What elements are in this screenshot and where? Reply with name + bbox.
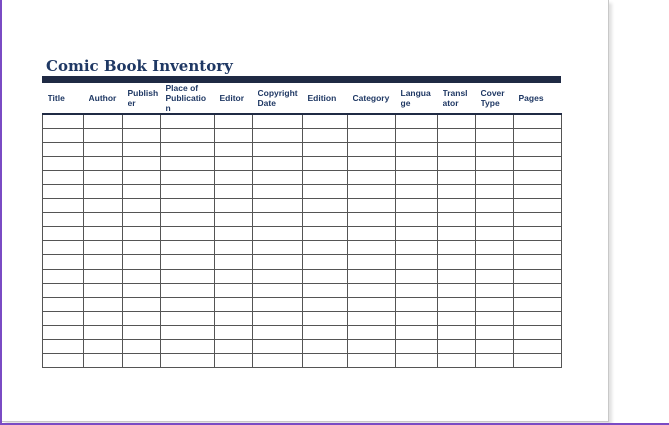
table-cell-place[interactable] bbox=[161, 297, 215, 311]
table-cell-author[interactable] bbox=[84, 255, 123, 269]
table-cell-pages[interactable] bbox=[514, 354, 562, 368]
table-cell-author[interactable] bbox=[84, 241, 123, 255]
table-cell-cover[interactable] bbox=[476, 142, 514, 156]
header-band bbox=[42, 76, 561, 83]
table-cell-place[interactable] bbox=[161, 227, 215, 241]
table-cell-editor[interactable] bbox=[215, 213, 253, 227]
table-cell-language[interactable] bbox=[396, 156, 438, 170]
table-row bbox=[43, 142, 562, 156]
table-cell-language[interactable] bbox=[396, 340, 438, 354]
table-cell-cover[interactable] bbox=[476, 255, 514, 269]
table-cell-editor[interactable] bbox=[215, 227, 253, 241]
table-cell-publisher[interactable] bbox=[123, 354, 161, 368]
table-cell-language[interactable] bbox=[396, 184, 438, 198]
table-cell-edition[interactable] bbox=[303, 114, 348, 128]
column-header-editor: Editor bbox=[215, 83, 253, 114]
table-cell-publisher[interactable] bbox=[123, 213, 161, 227]
table-cell-author[interactable] bbox=[84, 114, 123, 128]
table-cell-cover[interactable] bbox=[476, 227, 514, 241]
table-cell-category[interactable] bbox=[348, 354, 396, 368]
table-cell-title[interactable] bbox=[43, 255, 84, 269]
table-cell-title[interactable] bbox=[43, 241, 84, 255]
table-cell-copyright[interactable] bbox=[253, 297, 303, 311]
table-cell-edition[interactable] bbox=[303, 184, 348, 198]
table-cell-editor[interactable] bbox=[215, 184, 253, 198]
table-cell-translator[interactable] bbox=[438, 255, 476, 269]
table-cell-translator[interactable] bbox=[438, 311, 476, 325]
table-cell-place[interactable] bbox=[161, 184, 215, 198]
table-cell-language[interactable] bbox=[396, 325, 438, 339]
table-cell-edition[interactable] bbox=[303, 255, 348, 269]
table-cell-copyright[interactable] bbox=[253, 255, 303, 269]
table-cell-title[interactable] bbox=[43, 170, 84, 184]
table-cell-pages[interactable] bbox=[514, 227, 562, 241]
table-cell-copyright[interactable] bbox=[253, 227, 303, 241]
table-cell-publisher[interactable] bbox=[123, 283, 161, 297]
table-cell-place[interactable] bbox=[161, 128, 215, 142]
table-cell-translator[interactable] bbox=[438, 340, 476, 354]
inventory-body bbox=[43, 114, 562, 368]
table-cell-publisher[interactable] bbox=[123, 255, 161, 269]
table-cell-pages[interactable] bbox=[514, 170, 562, 184]
table-cell-category[interactable] bbox=[348, 114, 396, 128]
table-cell-category[interactable] bbox=[348, 184, 396, 198]
table-cell-title[interactable] bbox=[43, 354, 84, 368]
table-cell-category[interactable] bbox=[348, 170, 396, 184]
table-cell-editor[interactable] bbox=[215, 354, 253, 368]
table-row bbox=[43, 269, 562, 283]
table-row bbox=[43, 213, 562, 227]
table-cell-place[interactable] bbox=[161, 241, 215, 255]
table-cell-pages[interactable] bbox=[514, 114, 562, 128]
table-cell-pages[interactable] bbox=[514, 269, 562, 283]
table-cell-pages[interactable] bbox=[514, 340, 562, 354]
table-cell-editor[interactable] bbox=[215, 325, 253, 339]
table-cell-category[interactable] bbox=[348, 340, 396, 354]
table-cell-publisher[interactable] bbox=[123, 340, 161, 354]
table-row bbox=[43, 297, 562, 311]
table-cell-author[interactable] bbox=[84, 227, 123, 241]
table-cell-copyright[interactable] bbox=[253, 269, 303, 283]
table-cell-cover[interactable] bbox=[476, 325, 514, 339]
table-cell-pages[interactable] bbox=[514, 241, 562, 255]
table-cell-place[interactable] bbox=[161, 354, 215, 368]
table-cell-place[interactable] bbox=[161, 170, 215, 184]
table-cell-publisher[interactable] bbox=[123, 311, 161, 325]
table-cell-publisher[interactable] bbox=[123, 199, 161, 213]
table-cell-pages[interactable] bbox=[514, 325, 562, 339]
table-cell-pages[interactable] bbox=[514, 213, 562, 227]
table-cell-copyright[interactable] bbox=[253, 128, 303, 142]
table-cell-publisher[interactable] bbox=[123, 325, 161, 339]
table-cell-author[interactable] bbox=[84, 297, 123, 311]
table-cell-category[interactable] bbox=[348, 142, 396, 156]
table-cell-category[interactable] bbox=[348, 199, 396, 213]
table-cell-cover[interactable] bbox=[476, 340, 514, 354]
table-cell-author[interactable] bbox=[84, 128, 123, 142]
table-row bbox=[43, 283, 562, 297]
table-row bbox=[43, 340, 562, 354]
column-header-pages: Pages bbox=[514, 83, 562, 114]
table-cell-publisher[interactable] bbox=[123, 128, 161, 142]
table-row bbox=[43, 311, 562, 325]
table-cell-title[interactable] bbox=[43, 311, 84, 325]
table-cell-language[interactable] bbox=[396, 241, 438, 255]
table-row bbox=[43, 170, 562, 184]
table-cell-title[interactable] bbox=[43, 269, 84, 283]
table-cell-edition[interactable] bbox=[303, 170, 348, 184]
table-cell-editor[interactable] bbox=[215, 241, 253, 255]
column-header-language: Langua ge bbox=[396, 83, 438, 114]
table-cell-language[interactable] bbox=[396, 255, 438, 269]
table-cell-cover[interactable] bbox=[476, 114, 514, 128]
table-cell-author[interactable] bbox=[84, 311, 123, 325]
table-cell-publisher[interactable] bbox=[123, 241, 161, 255]
table-cell-translator[interactable] bbox=[438, 297, 476, 311]
table-cell-edition[interactable] bbox=[303, 213, 348, 227]
table-cell-author[interactable] bbox=[84, 184, 123, 198]
table-cell-language[interactable] bbox=[396, 283, 438, 297]
table-cell-translator[interactable] bbox=[438, 325, 476, 339]
table-cell-author[interactable] bbox=[84, 354, 123, 368]
table-cell-language[interactable] bbox=[396, 311, 438, 325]
table-cell-copyright[interactable] bbox=[253, 325, 303, 339]
table-cell-title[interactable] bbox=[43, 114, 84, 128]
table-cell-copyright[interactable] bbox=[253, 156, 303, 170]
table-cell-pages[interactable] bbox=[514, 297, 562, 311]
table-cell-author[interactable] bbox=[84, 156, 123, 170]
table-cell-place[interactable] bbox=[161, 283, 215, 297]
table-cell-edition[interactable] bbox=[303, 128, 348, 142]
table-cell-pages[interactable] bbox=[514, 199, 562, 213]
table-cell-category[interactable] bbox=[348, 311, 396, 325]
table-cell-language[interactable] bbox=[396, 213, 438, 227]
table-cell-publisher[interactable] bbox=[123, 269, 161, 283]
table-cell-cover[interactable] bbox=[476, 213, 514, 227]
table-cell-publisher[interactable] bbox=[123, 156, 161, 170]
table-cell-editor[interactable] bbox=[215, 269, 253, 283]
table-cell-title[interactable] bbox=[43, 184, 84, 198]
header-row bbox=[43, 83, 562, 114]
table-cell-editor[interactable] bbox=[215, 128, 253, 142]
table-cell-translator[interactable] bbox=[438, 283, 476, 297]
table-cell-edition[interactable] bbox=[303, 241, 348, 255]
column-header-author: Author bbox=[84, 83, 123, 114]
table-cell-author[interactable] bbox=[84, 283, 123, 297]
inventory-table bbox=[42, 83, 562, 368]
table-cell-copyright[interactable] bbox=[253, 184, 303, 198]
table-cell-translator[interactable] bbox=[438, 213, 476, 227]
table-cell-edition[interactable] bbox=[303, 227, 348, 241]
table-cell-title[interactable] bbox=[43, 156, 84, 170]
table-cell-editor[interactable] bbox=[215, 255, 253, 269]
column-header-copyright: Copyright Date bbox=[253, 83, 303, 114]
table-cell-translator[interactable] bbox=[438, 227, 476, 241]
table-cell-edition[interactable] bbox=[303, 325, 348, 339]
document-page bbox=[2, 0, 609, 422]
column-header-place: Place of Publicatio n bbox=[161, 83, 215, 114]
table-cell-translator[interactable] bbox=[438, 128, 476, 142]
table-cell-place[interactable] bbox=[161, 340, 215, 354]
table-row bbox=[43, 354, 562, 368]
table-cell-publisher[interactable] bbox=[123, 297, 161, 311]
table-cell-translator[interactable] bbox=[438, 170, 476, 184]
table-cell-language[interactable] bbox=[396, 170, 438, 184]
table-cell-edition[interactable] bbox=[303, 269, 348, 283]
table-cell-cover[interactable] bbox=[476, 241, 514, 255]
table-cell-editor[interactable] bbox=[215, 297, 253, 311]
table-row bbox=[43, 325, 562, 339]
table-cell-edition[interactable] bbox=[303, 156, 348, 170]
table-cell-translator[interactable] bbox=[438, 241, 476, 255]
table-cell-publisher[interactable] bbox=[123, 142, 161, 156]
table-cell-cover[interactable] bbox=[476, 184, 514, 198]
table-cell-author[interactable] bbox=[84, 340, 123, 354]
table-cell-copyright[interactable] bbox=[253, 142, 303, 156]
page-title: Comic Book Inventory bbox=[46, 57, 233, 75]
table-cell-place[interactable] bbox=[161, 213, 215, 227]
table-cell-cover[interactable] bbox=[476, 354, 514, 368]
table-cell-translator[interactable] bbox=[438, 269, 476, 283]
table-row bbox=[43, 199, 562, 213]
table-cell-copyright[interactable] bbox=[253, 199, 303, 213]
table-cell-copyright[interactable] bbox=[253, 170, 303, 184]
column-header-edition: Edition bbox=[303, 83, 348, 114]
table-cell-publisher[interactable] bbox=[123, 170, 161, 184]
column-header-translator: Transl ator bbox=[438, 83, 476, 114]
table-cell-edition[interactable] bbox=[303, 354, 348, 368]
column-header-title: Title bbox=[43, 83, 84, 114]
table-cell-title[interactable] bbox=[43, 297, 84, 311]
table-cell-cover[interactable] bbox=[476, 170, 514, 184]
table-cell-edition[interactable] bbox=[303, 340, 348, 354]
table-cell-language[interactable] bbox=[396, 199, 438, 213]
table-cell-pages[interactable] bbox=[514, 283, 562, 297]
table-cell-place[interactable] bbox=[161, 199, 215, 213]
table-cell-title[interactable] bbox=[43, 227, 84, 241]
table-cell-place[interactable] bbox=[161, 269, 215, 283]
table-cell-editor[interactable] bbox=[215, 199, 253, 213]
table-cell-copyright[interactable] bbox=[253, 311, 303, 325]
table-cell-category[interactable] bbox=[348, 283, 396, 297]
table-cell-edition[interactable] bbox=[303, 311, 348, 325]
table-cell-editor[interactable] bbox=[215, 170, 253, 184]
table-cell-author[interactable] bbox=[84, 199, 123, 213]
table-cell-language[interactable] bbox=[396, 114, 438, 128]
table-cell-editor[interactable] bbox=[215, 283, 253, 297]
table-cell-cover[interactable] bbox=[476, 283, 514, 297]
table-cell-place[interactable] bbox=[161, 311, 215, 325]
table-cell-title[interactable] bbox=[43, 213, 84, 227]
table-cell-title[interactable] bbox=[43, 325, 84, 339]
table-cell-category[interactable] bbox=[348, 128, 396, 142]
table-cell-copyright[interactable] bbox=[253, 114, 303, 128]
table-cell-category[interactable] bbox=[348, 241, 396, 255]
table-cell-copyright[interactable] bbox=[253, 283, 303, 297]
table-cell-pages[interactable] bbox=[514, 128, 562, 142]
column-header-publisher: Publish er bbox=[123, 83, 161, 114]
table-cell-pages[interactable] bbox=[514, 142, 562, 156]
table-cell-editor[interactable] bbox=[215, 142, 253, 156]
table-cell-copyright[interactable] bbox=[253, 241, 303, 255]
table-cell-category[interactable] bbox=[348, 227, 396, 241]
table-cell-title[interactable] bbox=[43, 128, 84, 142]
table-row bbox=[43, 114, 562, 128]
table-cell-edition[interactable] bbox=[303, 199, 348, 213]
table-cell-category[interactable] bbox=[348, 213, 396, 227]
table-cell-title[interactable] bbox=[43, 199, 84, 213]
table-cell-copyright[interactable] bbox=[253, 354, 303, 368]
table-cell-language[interactable] bbox=[396, 142, 438, 156]
table-row bbox=[43, 255, 562, 269]
table-cell-author[interactable] bbox=[84, 269, 123, 283]
table-cell-editor[interactable] bbox=[215, 340, 253, 354]
table-cell-translator[interactable] bbox=[438, 354, 476, 368]
table-cell-cover[interactable] bbox=[476, 297, 514, 311]
table-cell-place[interactable] bbox=[161, 142, 215, 156]
table-cell-language[interactable] bbox=[396, 128, 438, 142]
table-row bbox=[43, 156, 562, 170]
table-cell-cover[interactable] bbox=[476, 269, 514, 283]
table-cell-title[interactable] bbox=[43, 142, 84, 156]
table-cell-edition[interactable] bbox=[303, 283, 348, 297]
table-cell-translator[interactable] bbox=[438, 199, 476, 213]
table-cell-pages[interactable] bbox=[514, 255, 562, 269]
table-cell-language[interactable] bbox=[396, 297, 438, 311]
table-cell-edition[interactable] bbox=[303, 297, 348, 311]
table-cell-language[interactable] bbox=[396, 269, 438, 283]
table-cell-translator[interactable] bbox=[438, 142, 476, 156]
table-cell-cover[interactable] bbox=[476, 156, 514, 170]
table-row bbox=[43, 184, 562, 198]
table-cell-publisher[interactable] bbox=[123, 184, 161, 198]
table-cell-author[interactable] bbox=[84, 325, 123, 339]
table-cell-author[interactable] bbox=[84, 170, 123, 184]
table-cell-category[interactable] bbox=[348, 297, 396, 311]
table-cell-cover[interactable] bbox=[476, 128, 514, 142]
table-cell-cover[interactable] bbox=[476, 199, 514, 213]
table-cell-author[interactable] bbox=[84, 213, 123, 227]
table-cell-language[interactable] bbox=[396, 227, 438, 241]
table-cell-author[interactable] bbox=[84, 142, 123, 156]
table-cell-place[interactable] bbox=[161, 114, 215, 128]
table-cell-editor[interactable] bbox=[215, 311, 253, 325]
table-cell-title[interactable] bbox=[43, 283, 84, 297]
table-row bbox=[43, 227, 562, 241]
table-cell-place[interactable] bbox=[161, 156, 215, 170]
table-cell-pages[interactable] bbox=[514, 156, 562, 170]
table-cell-cover[interactable] bbox=[476, 311, 514, 325]
table-cell-pages[interactable] bbox=[514, 311, 562, 325]
table-cell-pages[interactable] bbox=[514, 184, 562, 198]
table-cell-category[interactable] bbox=[348, 269, 396, 283]
table-cell-editor[interactable] bbox=[215, 156, 253, 170]
table-cell-translator[interactable] bbox=[438, 156, 476, 170]
column-header-cover: Cover Type bbox=[476, 83, 514, 114]
table-cell-copyright[interactable] bbox=[253, 213, 303, 227]
table-cell-category[interactable] bbox=[348, 325, 396, 339]
table-row bbox=[43, 128, 562, 142]
table-cell-publisher[interactable] bbox=[123, 114, 161, 128]
table-cell-translator[interactable] bbox=[438, 184, 476, 198]
table-cell-language[interactable] bbox=[396, 354, 438, 368]
table-cell-place[interactable] bbox=[161, 255, 215, 269]
table-cell-translator[interactable] bbox=[438, 114, 476, 128]
table-cell-category[interactable] bbox=[348, 255, 396, 269]
table-cell-category[interactable] bbox=[348, 156, 396, 170]
table-cell-title[interactable] bbox=[43, 340, 84, 354]
table-cell-editor[interactable] bbox=[215, 114, 253, 128]
table-cell-copyright[interactable] bbox=[253, 340, 303, 354]
table-cell-publisher[interactable] bbox=[123, 227, 161, 241]
table-cell-edition[interactable] bbox=[303, 142, 348, 156]
table-cell-place[interactable] bbox=[161, 325, 215, 339]
table-row bbox=[43, 241, 562, 255]
column-header-category: Category bbox=[348, 83, 396, 114]
